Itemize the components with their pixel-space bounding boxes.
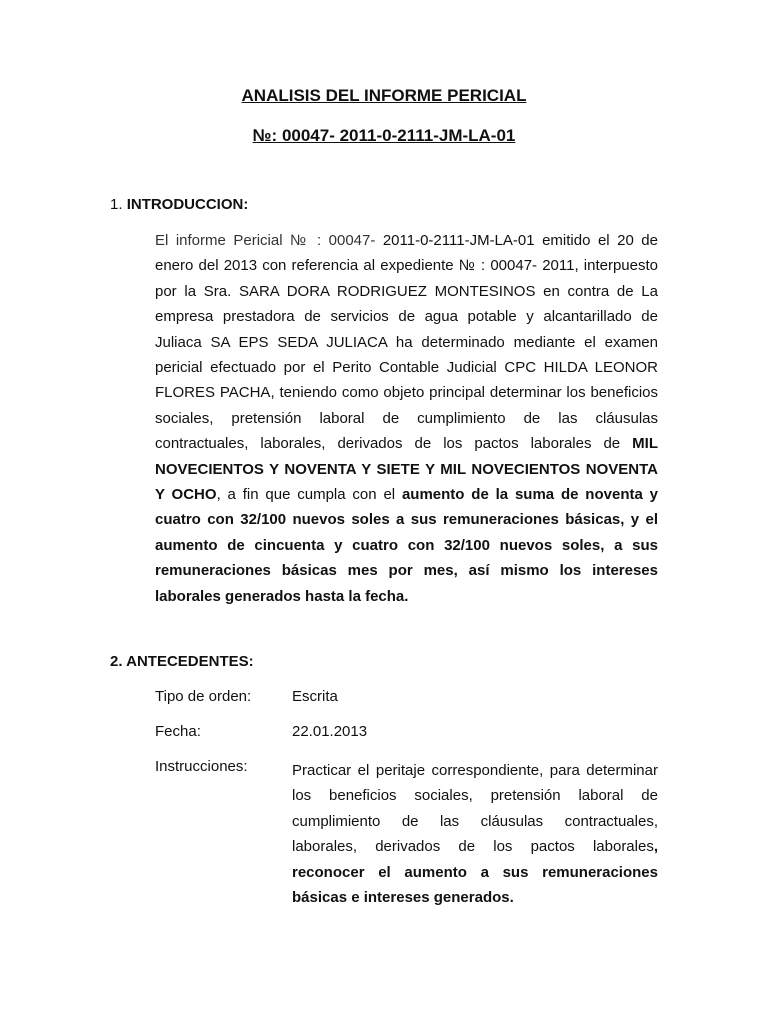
field-value-fecha: 22.01.2013 (292, 723, 368, 740)
paragraph-bold-segment: MIL NOVECIENTOS Y NOVENTA Y SIETE Y MIL NOVECIENTOS NOVENTA Y OCHO (155, 435, 658, 504)
instructions-segment: Practicar el peritaje correspondiente, para determinar los beneficios sociales, pretensión laboral de cumplimiento de las cláusulas contractuales, laborales, derivados de los pactos laborales (292, 762, 658, 856)
paragraph-segment: 2011-0-2111-JM-LA-01 emitido el 20 de enero del 2013 con referencia al expediente № : 00047- 2011, interpuesto por la Sra. SARA DORA RODRIGUEZ MONTESINOS en contra de La empresa prestadora de servicios de agua potable y alcantarillado de Juliaca SA EPS SEDA JULIACA ha determinado mediante el examen pericial efectuado por el Perito Contable Judicial CPC HILDA LEONOR FLORES PACHA, teniendo como objeto principal determinar los beneficios sociales, pretensión laboral de cumplimiento de las cláusulas contractuales, laborales, derivados de los pactos laborales de (155, 232, 658, 453)
section-heading-text: INTRODUCCION: (126, 196, 249, 213)
field-value-tipo-orden: Escrita (292, 688, 338, 705)
field-label-fecha: Fecha: (155, 723, 201, 740)
paragraph-bold-segment: aumento de la suma de noventa y cuatro con 32/100 nuevos soles a sus remuneraciones básicas, y el aumento de cincuenta y cuatro con 32/100 nuevos soles, a sus remuneraciones básicas mes por mes, así mismo los intereses laborales generados hasta la fecha. (155, 486, 658, 605)
introduccion-paragraph (155, 228, 658, 609)
instructions-bold-segment: , reconocer el aumento a sus remuneraciones básicas e intereses generados. (292, 838, 658, 907)
field-value-instrucciones (292, 758, 658, 910)
document-title: ANALISIS DEL INFORME PERICIAL (241, 86, 527, 105)
paragraph-segment: , a fin que cumpla con el (216, 486, 402, 504)
field-label-instrucciones: Instrucciones: (155, 758, 248, 775)
section-introduccion-heading (110, 196, 248, 213)
field-label-tipo-orden: Tipo de orden: (155, 688, 252, 705)
section-antecedentes-heading: 2. ANTECEDENTES: (110, 653, 254, 670)
paragraph-segment: El informe Pericial № : 00047- (155, 232, 383, 249)
document-subtitle: №: 00047- 2011-0-2111-JM-LA-01 (252, 126, 516, 145)
section-number: 1. (110, 196, 123, 213)
